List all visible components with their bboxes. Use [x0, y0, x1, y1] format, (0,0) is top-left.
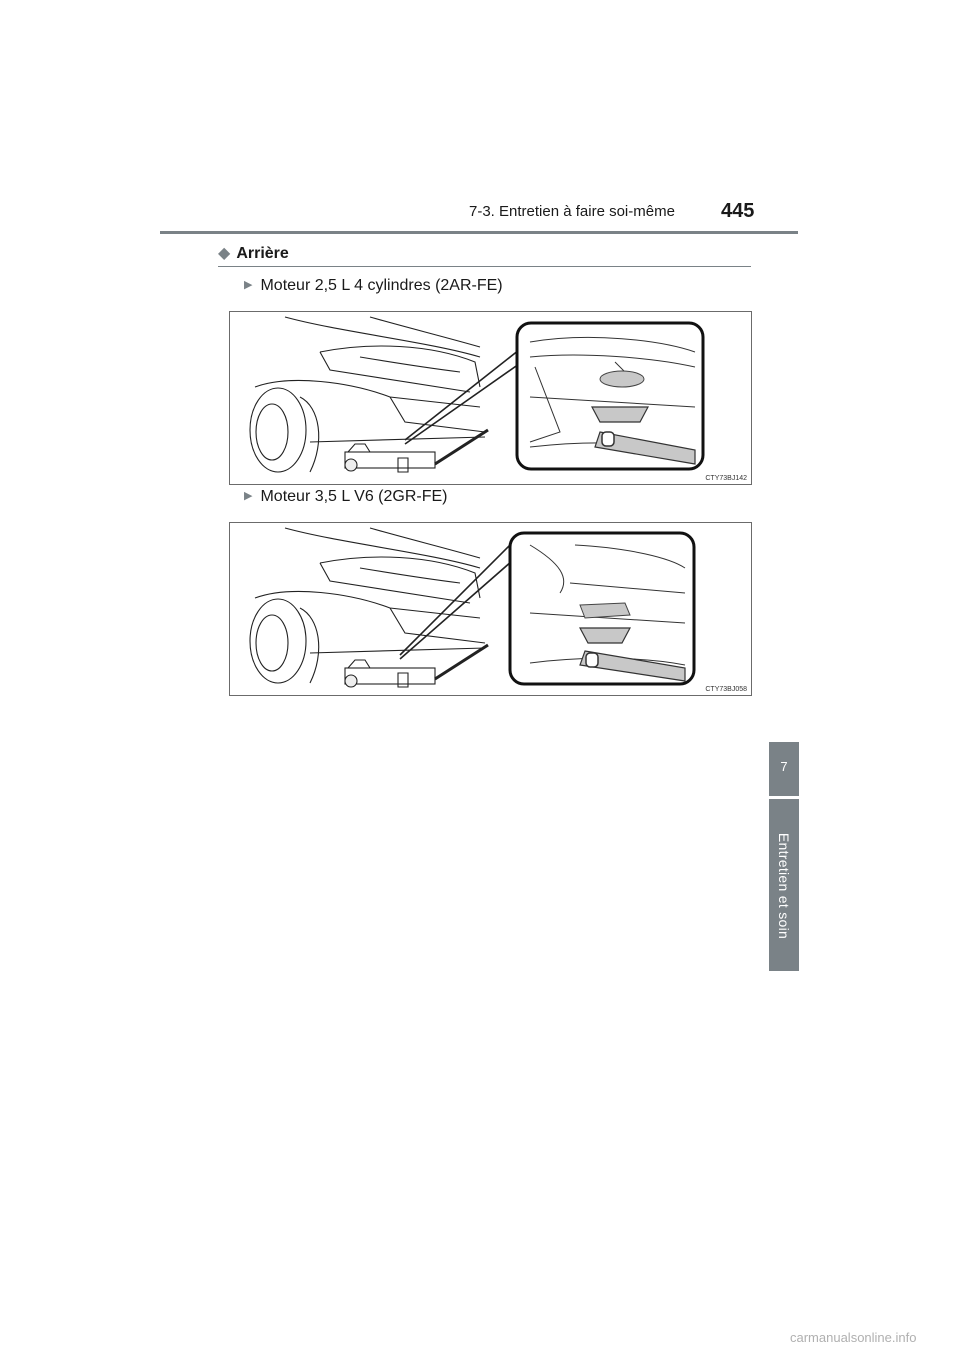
diamond-bullet-icon: ◆ — [218, 245, 231, 262]
page-number: 445 — [721, 200, 755, 222]
header-rule — [160, 231, 798, 234]
chapter-tab[interactable] — [769, 742, 799, 796]
section-rule — [218, 266, 751, 267]
figure-code: CTY73BJ058 — [705, 686, 747, 693]
section-heading — [218, 243, 289, 263]
figure-code: CTY73BJ142 — [705, 475, 747, 482]
triangle-bullet-icon: ▶ — [244, 279, 253, 291]
chapter-number: 7 — [780, 759, 788, 774]
figure-rear-jack-point-2gr — [229, 522, 752, 696]
figure-rear-jack-point-2ar — [229, 311, 752, 485]
list-item-engine-2gr — [244, 488, 448, 506]
item-label: Moteur 2,5 L 4 cylindres (2AR-FE) — [260, 277, 503, 294]
triangle-bullet-icon: ▶ — [244, 490, 253, 502]
rear-jack-illustration — [230, 312, 751, 484]
item-label: Moteur 3,5 L V6 (2GR-FE) — [260, 488, 448, 505]
running-header: 7-3. Entretien à faire soi-même — [469, 203, 675, 220]
list-item-engine-2ar — [244, 277, 503, 295]
section-title: Arrière — [236, 245, 289, 262]
chapter-label: Entretien et soin — [776, 832, 792, 940]
watermark[interactable]: carmanualsonline.info — [790, 1330, 917, 1345]
rear-jack-illustration — [230, 523, 751, 695]
